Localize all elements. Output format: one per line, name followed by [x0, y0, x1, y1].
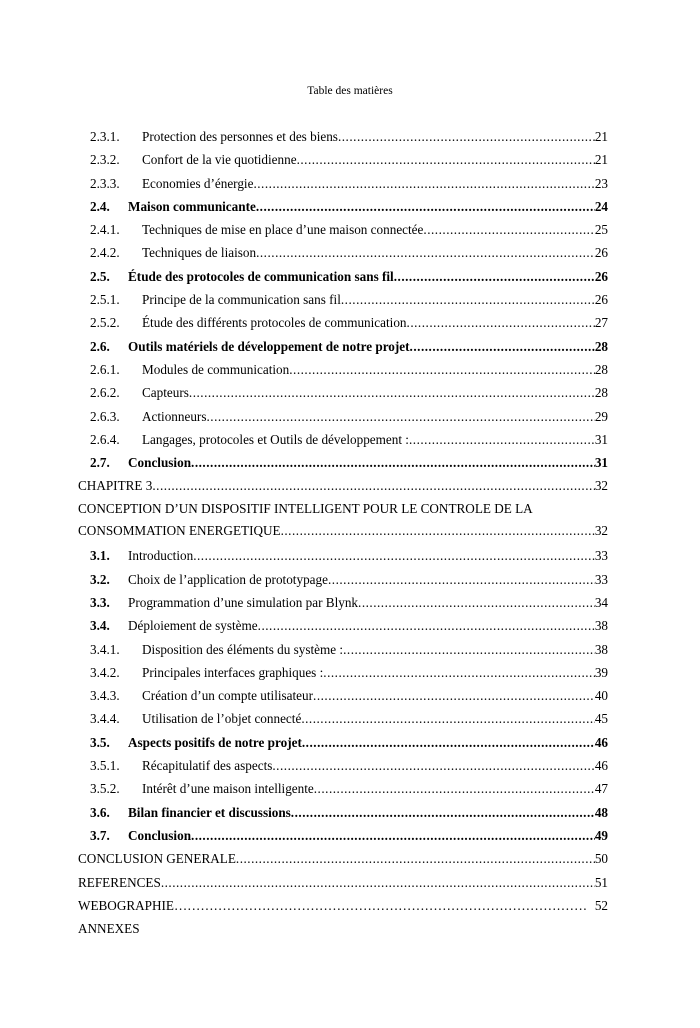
- leader-dots: [323, 661, 595, 684]
- leader-dots: [302, 731, 595, 754]
- toc-entry-title: Economies d’énergie: [142, 175, 254, 191]
- leader-dots: [338, 125, 595, 148]
- toc-entry-2-6[interactable]: [78, 335, 608, 358]
- toc-entry-title: Maison communicante: [128, 198, 256, 214]
- toc-entry-number: 2.5.2.: [90, 315, 120, 331]
- toc-entry-page: 32: [594, 478, 608, 494]
- toc-entry-2-6-2[interactable]: [78, 381, 608, 404]
- toc-entry-3-4[interactable]: [78, 614, 608, 637]
- toc-entry-3-4-2[interactable]: [78, 661, 608, 684]
- toc-entry-number: 2.6.4.: [90, 431, 120, 447]
- toc-entry-number: 2.5.1.: [90, 292, 120, 308]
- toc-entry-title: Création d’un compte utilisateur: [142, 688, 314, 704]
- toc-entry-title: Introduction: [128, 548, 194, 564]
- toc-entry-title: Langages, protocoles et Outils de développement :: [142, 431, 409, 447]
- toc-entry-number: 2.3.2.: [90, 152, 120, 168]
- toc-entry-3-6[interactable]: [78, 801, 608, 824]
- toc-entry-title: WEBOGRAPHIE: [78, 897, 174, 913]
- toc-entry-2-3-3[interactable]: [78, 172, 608, 195]
- toc-entry-page: 29: [594, 408, 608, 424]
- toc-entry-page: 25: [594, 222, 608, 238]
- toc-entry-title: Étude des différents protocoles de communication: [142, 315, 407, 331]
- leader-dots: [409, 428, 595, 451]
- toc-entry-title: Disposition des éléments du système :: [142, 641, 344, 657]
- toc-entry-number: 3.3.: [90, 594, 110, 610]
- leader-dots: [193, 544, 595, 567]
- leader-dots: [410, 335, 595, 358]
- toc-entry-title: Déploiement de système: [128, 618, 258, 634]
- toc-entry-number: 2.6.2.: [90, 385, 120, 401]
- leader-dots: [314, 777, 595, 800]
- toc-entry-page: 23: [594, 175, 608, 191]
- toc-entry-3-1[interactable]: [78, 544, 608, 567]
- leader-dots: [297, 148, 595, 171]
- toc-entry-number: 2.4.2.: [90, 245, 120, 261]
- toc-entry-3-4-4[interactable]: [78, 707, 608, 730]
- toc-entry-title: Outils matériels de développement de notre projet: [128, 338, 410, 354]
- toc-entry-line2: [78, 520, 608, 543]
- toc-entry-number: 3.4.1.: [90, 641, 120, 657]
- toc-entry-number: 2.3.1.: [90, 129, 120, 144]
- toc-entry-title: Conclusion: [128, 455, 192, 471]
- toc-entry-title: CONCLUSION GENERALE: [78, 851, 236, 867]
- toc-entry-page: 33: [594, 548, 608, 564]
- toc-entry-2-5-1[interactable]: [78, 288, 608, 311]
- toc-entry-page: 28: [594, 361, 608, 377]
- toc-entry-page: 46: [594, 734, 608, 750]
- toc-entry-page: 24: [594, 198, 608, 214]
- leader-dots: [343, 638, 595, 661]
- toc-entry-number: 3.4.4.: [90, 711, 120, 727]
- toc-entry-page: 26: [594, 268, 608, 284]
- toc-entry-title: Protection des personnes et des biens: [142, 129, 338, 144]
- leader-dots: [328, 568, 595, 591]
- leader-dots: [152, 474, 594, 497]
- toc-entry-number: 3.1.: [90, 548, 110, 564]
- toc-entry-chapter-3-title[interactable]: [78, 498, 608, 545]
- toc-entry-2-5-2[interactable]: [78, 311, 608, 334]
- toc-entry-page: 38: [594, 618, 608, 634]
- leader-dots: [258, 614, 595, 637]
- leader-dots: [313, 684, 595, 707]
- toc-entry-title: Actionneurs: [142, 408, 207, 424]
- toc-entry-number: 3.4.2.: [90, 664, 120, 680]
- toc-entry-number: 2.5.: [90, 268, 110, 284]
- leader-dots: [281, 520, 595, 543]
- leader-dots: [301, 707, 595, 730]
- toc-entry-2-5[interactable]: [78, 265, 608, 288]
- toc-entry-number: 2.6.: [90, 338, 110, 354]
- leader-dots: [236, 847, 595, 870]
- toc-entry-title: Programmation d’une simulation par Blynk: [128, 594, 359, 610]
- leader-dots: [191, 451, 595, 474]
- toc-entry-title: Principe de la communication sans fil: [142, 292, 341, 308]
- toc-entry-number: 3.6.: [90, 804, 110, 820]
- toc-entry-2-7[interactable]: [78, 451, 608, 474]
- toc-entry-page: 50: [594, 851, 608, 867]
- toc-entry-3-4-1[interactable]: [78, 638, 608, 661]
- toc-entry-title: Confort de la vie quotidienne: [142, 152, 297, 168]
- toc-entry-3-2[interactable]: [78, 568, 608, 591]
- toc-entry-2-4-2[interactable]: [78, 241, 608, 264]
- leader-dots: [341, 288, 595, 311]
- toc-entry-page: 47: [594, 781, 608, 797]
- toc-entry-2-4[interactable]: [78, 195, 608, 218]
- toc-entry-2-4-1[interactable]: [78, 218, 608, 241]
- leader-dots: [423, 218, 594, 241]
- toc-entry-title: Intérêt d’une maison intelligente: [142, 781, 314, 797]
- toc-entry-page: 32: [594, 523, 608, 539]
- toc-entry-title-line1: CONCEPTION D’UN DISPOSITIF INTELLIGENT POUR LE CONTROLE DE LA: [78, 500, 533, 516]
- toc-entry-title-line2: CONSOMMATION ENERGETIQUE: [78, 523, 281, 539]
- leader-dots: [161, 871, 595, 894]
- toc-entry-number: 2.6.1.: [90, 361, 120, 377]
- toc-entry-page: 28: [594, 338, 608, 354]
- leader-dots: [358, 591, 595, 614]
- toc-entry-page: 51: [594, 874, 608, 890]
- toc-entry-number: 3.4.3.: [90, 688, 120, 704]
- leader-dots: [206, 405, 594, 428]
- toc-entry-title: Aspects positifs de notre projet: [128, 734, 302, 750]
- toc-entry-title: Choix de l’application de prototypage: [128, 571, 328, 587]
- toc-entry-page: 39: [594, 664, 608, 680]
- toc-entry-2-3-1[interactable]: [78, 125, 608, 148]
- leader-dots: [253, 172, 594, 195]
- toc-entry-3-3[interactable]: [78, 591, 608, 614]
- toc-entry-title: Modules de communication: [142, 361, 290, 377]
- leader-dots: [256, 241, 595, 264]
- toc-entry-annexes[interactable]: [78, 917, 608, 940]
- toc-entry-page: 27: [594, 315, 608, 331]
- toc-entry-3-7[interactable]: [78, 824, 608, 847]
- toc-entry-number: 3.2.: [90, 571, 110, 587]
- toc-entry-number: 2.7.: [90, 455, 110, 471]
- toc-entry-page: 28: [594, 385, 608, 401]
- toc-entry-page: 26: [594, 245, 608, 261]
- toc-entry-title: Principales interfaces graphiques :: [142, 664, 324, 680]
- toc-entry-page: 46: [594, 758, 608, 774]
- toc-entry-2-6-1[interactable]: [78, 358, 608, 381]
- leader-dots: [191, 824, 595, 847]
- leader-dots: [407, 311, 595, 334]
- toc-entry-title: CHAPITRE 3: [78, 478, 153, 494]
- toc-entry-title: Conclusion: [128, 827, 192, 843]
- toc-entry-2-6-3[interactable]: [78, 405, 608, 428]
- toc-entry-number: 3.5.1.: [90, 758, 120, 774]
- toc-entry-page: 48: [594, 804, 608, 820]
- toc-entry-number: 3.7.: [90, 827, 110, 843]
- leader-dots: [291, 801, 595, 824]
- toc-entry-page: 34: [594, 594, 608, 610]
- toc-entry-page: 26: [594, 292, 608, 308]
- toc-entry-2-6-4[interactable]: [78, 428, 608, 451]
- toc-entry-3-5[interactable]: [78, 731, 608, 754]
- toc-entry-chapitre-3[interactable]: [78, 474, 608, 497]
- toc-entry-page: 38: [594, 641, 608, 657]
- toc-entry-title: Techniques de mise en place d’une maison connectée: [142, 222, 424, 238]
- toc-entry-title: Utilisation de l’objet connecté: [142, 711, 302, 727]
- toc-entry-3-4-3[interactable]: [78, 684, 608, 707]
- toc-entry-title: Étude des protocoles de communication sans fil: [128, 268, 394, 284]
- toc-entry-page: 21: [594, 152, 608, 168]
- toc-entry-title: REFERENCES: [78, 874, 161, 890]
- toc-entry-page: 49: [594, 827, 608, 843]
- toc-entry-3-5-2[interactable]: [78, 777, 608, 800]
- toc-entry-number: 2.4.: [90, 198, 110, 214]
- toc-entry-page: 31: [594, 431, 608, 447]
- toc-entry-page: 31: [594, 455, 608, 471]
- toc-entry-page: 45: [594, 711, 608, 727]
- toc-entry-conclusion-generale[interactable]: [78, 847, 608, 870]
- page-header: Table des matières: [307, 85, 393, 97]
- toc-entry-number: 2.4.1.: [90, 222, 120, 238]
- toc-entry-page: 21: [594, 129, 608, 144]
- leader-dots: [174, 894, 587, 917]
- leader-dots: [189, 381, 595, 404]
- toc-entry-references[interactable]: [78, 871, 608, 894]
- toc-entry-2-3-2[interactable]: [78, 148, 608, 171]
- toc-entry-number: 3.5.2.: [90, 781, 120, 797]
- leader-dots: [256, 195, 595, 218]
- toc-entry-webographie[interactable]: [78, 894, 608, 917]
- toc-entry-number: 3.4.: [90, 618, 110, 634]
- toc-entry-title: Capteurs: [142, 385, 189, 401]
- leader-dots: [394, 265, 595, 288]
- table-of-contents: [78, 125, 608, 940]
- toc-entry-title: ANNEXES: [78, 921, 140, 937]
- toc-entry-page: 40: [594, 688, 608, 704]
- leader-dots: [289, 358, 595, 381]
- toc-entry-title: Bilan financier et discussions: [128, 804, 291, 820]
- toc-entry-number: 3.5.: [90, 734, 110, 750]
- toc-entry-number: 2.6.3.: [90, 408, 120, 424]
- toc-entry-title: Techniques de liaison: [142, 245, 257, 261]
- toc-entry-page: 52: [594, 897, 608, 913]
- toc-entry-page: 33: [594, 571, 608, 587]
- toc-entry-number: 2.3.3.: [90, 175, 120, 191]
- toc-entry-3-5-1[interactable]: [78, 754, 608, 777]
- leader-dots: [272, 754, 594, 777]
- toc-entry-title: Récapitulatif des aspects: [142, 758, 273, 774]
